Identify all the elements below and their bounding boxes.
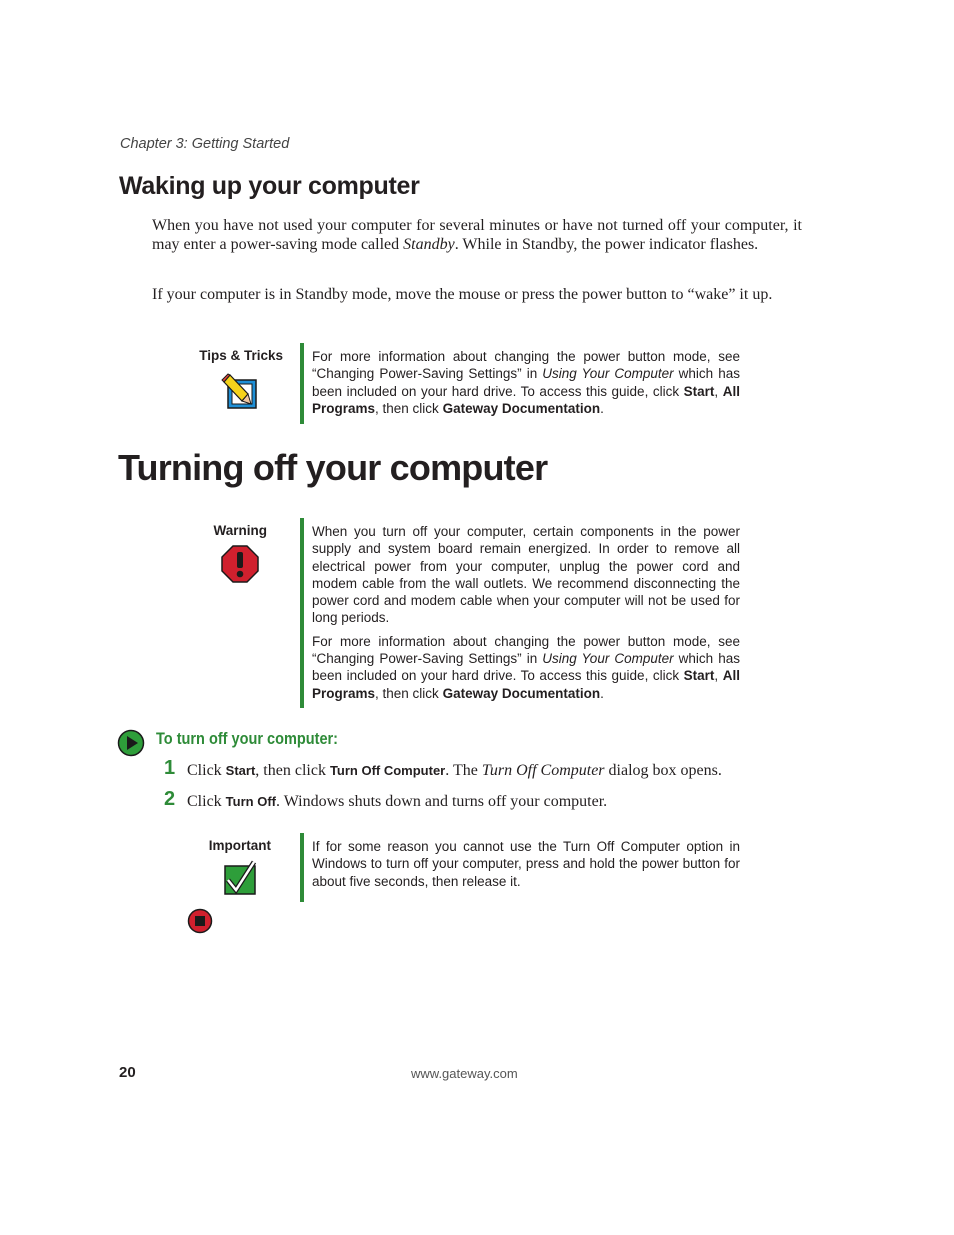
procedure-end-icon [187,908,213,934]
checkmark-icon [221,860,259,898]
section-heading-turning-off: Turning off your computer [118,447,548,488]
step-text: Click Turn Off. Windows shuts down and turns off your computer. [187,793,608,810]
important-text: If for some reason you cannot use the Turn Off Computer option in Windows to turn off your computer, press and hold the power button for about five seconds, then release it. [312,839,740,889]
footer-url: www.gateway.com [411,1066,518,1081]
warning-icon [221,545,259,583]
important-label: Important [208,838,271,853]
warning-paragraph: For more information about changing the power button mode, see “Changing Power-Saving Settings” in Using Your Computer which has been included on your hard drive. To access this guide, click Start, All Programs, then click Gateway Documentation. [312,633,740,701]
note-bar [300,833,304,902]
pencil-icon [220,372,258,410]
procedure-start-icon [117,729,145,757]
procedure-title: To turn off your computer: [156,730,339,748]
body-paragraph: If your computer is in Standby mode, move the mouse or press the power button to “wake” it up. [152,286,773,303]
warning-label: Warning [213,523,267,538]
note-bar [300,343,304,424]
step-number: 1 [164,757,176,779]
warning-text [312,523,740,708]
tips-text: For more information about changing the power button mode, see “Changing Power-Saving Settings” in Using Your Computer which has been included on your hard drive. To access this guide, click Start, All Programs, then click Gateway Documentation. [312,349,740,416]
step-number: 2 [164,788,176,810]
body-paragraph: When you have not used your computer for several minutes or have not turned off your computer, it may enter a power-saving mode called Standby. While in Standby, the power indicator flashes. [152,217,802,253]
tips-label: Tips & Tricks [199,348,283,363]
step-text: Click Start, then click Turn Off Computer. The Turn Off Computer dialog box opens. [187,762,722,779]
emphasis: Standby [403,236,455,253]
section-heading-waking: Waking up your computer [119,172,420,200]
running-head: Chapter 3: Getting Started [120,136,290,152]
note-bar [300,518,304,708]
page-number: 20 [119,1064,136,1081]
warning-paragraph: When you turn off your computer, certain components in the power supply and system board remain energized. In order to remove all electrical power from your computer, unplug the power cord and modem cable from the wall outlets. We recommend disconnecting the power cord and modem cable when your computer will not be used for long periods. [312,524,740,626]
